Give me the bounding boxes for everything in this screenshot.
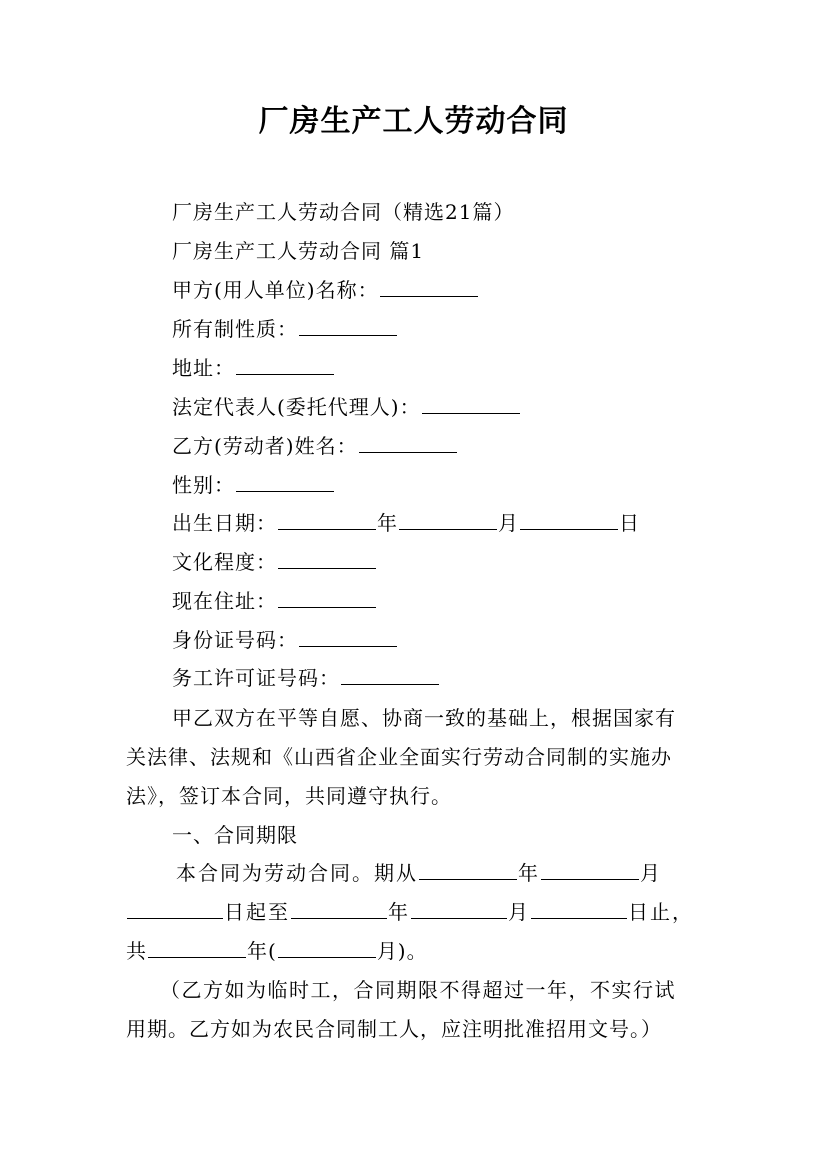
birth-month-label: 月 [498,511,519,535]
section-1-heading: 一、合同期限 [172,823,298,847]
party-b-name-field [172,432,458,460]
intro-line-2: 关法律、法规和《山西省企业全面实行劳动合同制的实施办 [126,745,672,769]
legal-rep-blank[interactable] [422,393,520,414]
term-month-label: 月 [640,861,662,885]
ownership-blank[interactable] [299,315,397,336]
term-start-day-blank[interactable] [127,898,223,919]
current-address-blank[interactable] [278,587,376,608]
term-line-2 [126,898,694,926]
note-line-1: （乙方如为临时工，合同期限不得超过一年，不实行试 [160,978,676,1002]
id-number-label: 身份证号码： [172,628,298,652]
id-number-blank[interactable] [299,626,397,647]
ownership-field [172,315,398,343]
gender-field [172,471,335,499]
work-permit-field [172,664,440,692]
education-blank[interactable] [278,548,376,569]
party-a-name-label: 甲方(用人单位)名称： [172,278,379,302]
party-b-name-blank[interactable] [359,432,457,453]
term-total-prefix: 共 [126,939,147,963]
work-permit-blank[interactable] [341,664,439,685]
term-year2-label: 年 [388,900,410,924]
term-total-month-label: 月)。 [376,939,428,963]
birth-day-label: 日 [619,511,640,535]
document-title: 厂房生产工人劳动合同 [258,104,569,139]
note-line-2: 用期。乙方如为农民合同制工人，应注明批准招用文号。） [126,1017,662,1041]
birth-date-label: 出生日期： [172,511,277,535]
current-address-field [172,587,377,615]
ownership-label: 所有制性质： [172,317,298,341]
term-month2-label: 月 [508,900,530,924]
term-start-month-blank[interactable] [541,859,639,880]
legal-rep-label: 法定代表人(委托代理人)： [172,395,421,419]
address-blank[interactable] [236,354,334,375]
term-total-year-label: 年( [247,939,277,963]
term-prefix: 本合同为劳动合同。期从 [176,861,418,885]
term-day-from: 日起至 [224,900,290,924]
term-start-year-blank[interactable] [419,859,517,880]
term-line-1 [176,859,662,887]
birth-year-blank[interactable] [278,509,376,530]
article-heading: 厂房生产工人劳动合同 篇1 [172,239,425,263]
legal-rep-field [172,393,521,421]
id-number-field [172,626,398,654]
term-total-year-blank[interactable] [148,937,246,958]
education-field [172,548,377,576]
term-year-label: 年 [518,861,540,885]
intro-line-1: 甲乙双方在平等自愿、协商一致的基础上，根据国家有 [172,706,676,730]
term-end-label: 日止， [628,900,694,924]
term-total-month-blank[interactable] [278,937,376,958]
party-b-name-label: 乙方(劳动者)姓名： [172,434,358,458]
birth-year-label: 年 [377,511,398,535]
birth-month-blank[interactable] [399,509,497,530]
work-permit-label: 务工许可证号码： [172,666,340,690]
term-end-year-blank[interactable] [291,898,387,919]
birth-date-field [172,509,640,537]
term-end-month-blank[interactable] [411,898,507,919]
education-label: 文化程度： [172,550,277,574]
address-label: 地址： [172,356,235,380]
term-end-day-blank[interactable] [531,898,627,919]
document-subtitle: 厂房生产工人劳动合同（精选21篇） [172,200,515,224]
birth-day-blank[interactable] [520,509,618,530]
current-address-label: 现在住址： [172,589,277,613]
address-field [172,354,335,382]
term-line-3 [126,937,428,965]
gender-label: 性别： [172,473,235,497]
gender-blank[interactable] [236,471,334,492]
party-a-name-blank[interactable] [380,276,478,297]
party-a-name-field [172,276,479,304]
intro-line-3: 法》，签订本合同，共同遵守执行。 [126,784,452,808]
